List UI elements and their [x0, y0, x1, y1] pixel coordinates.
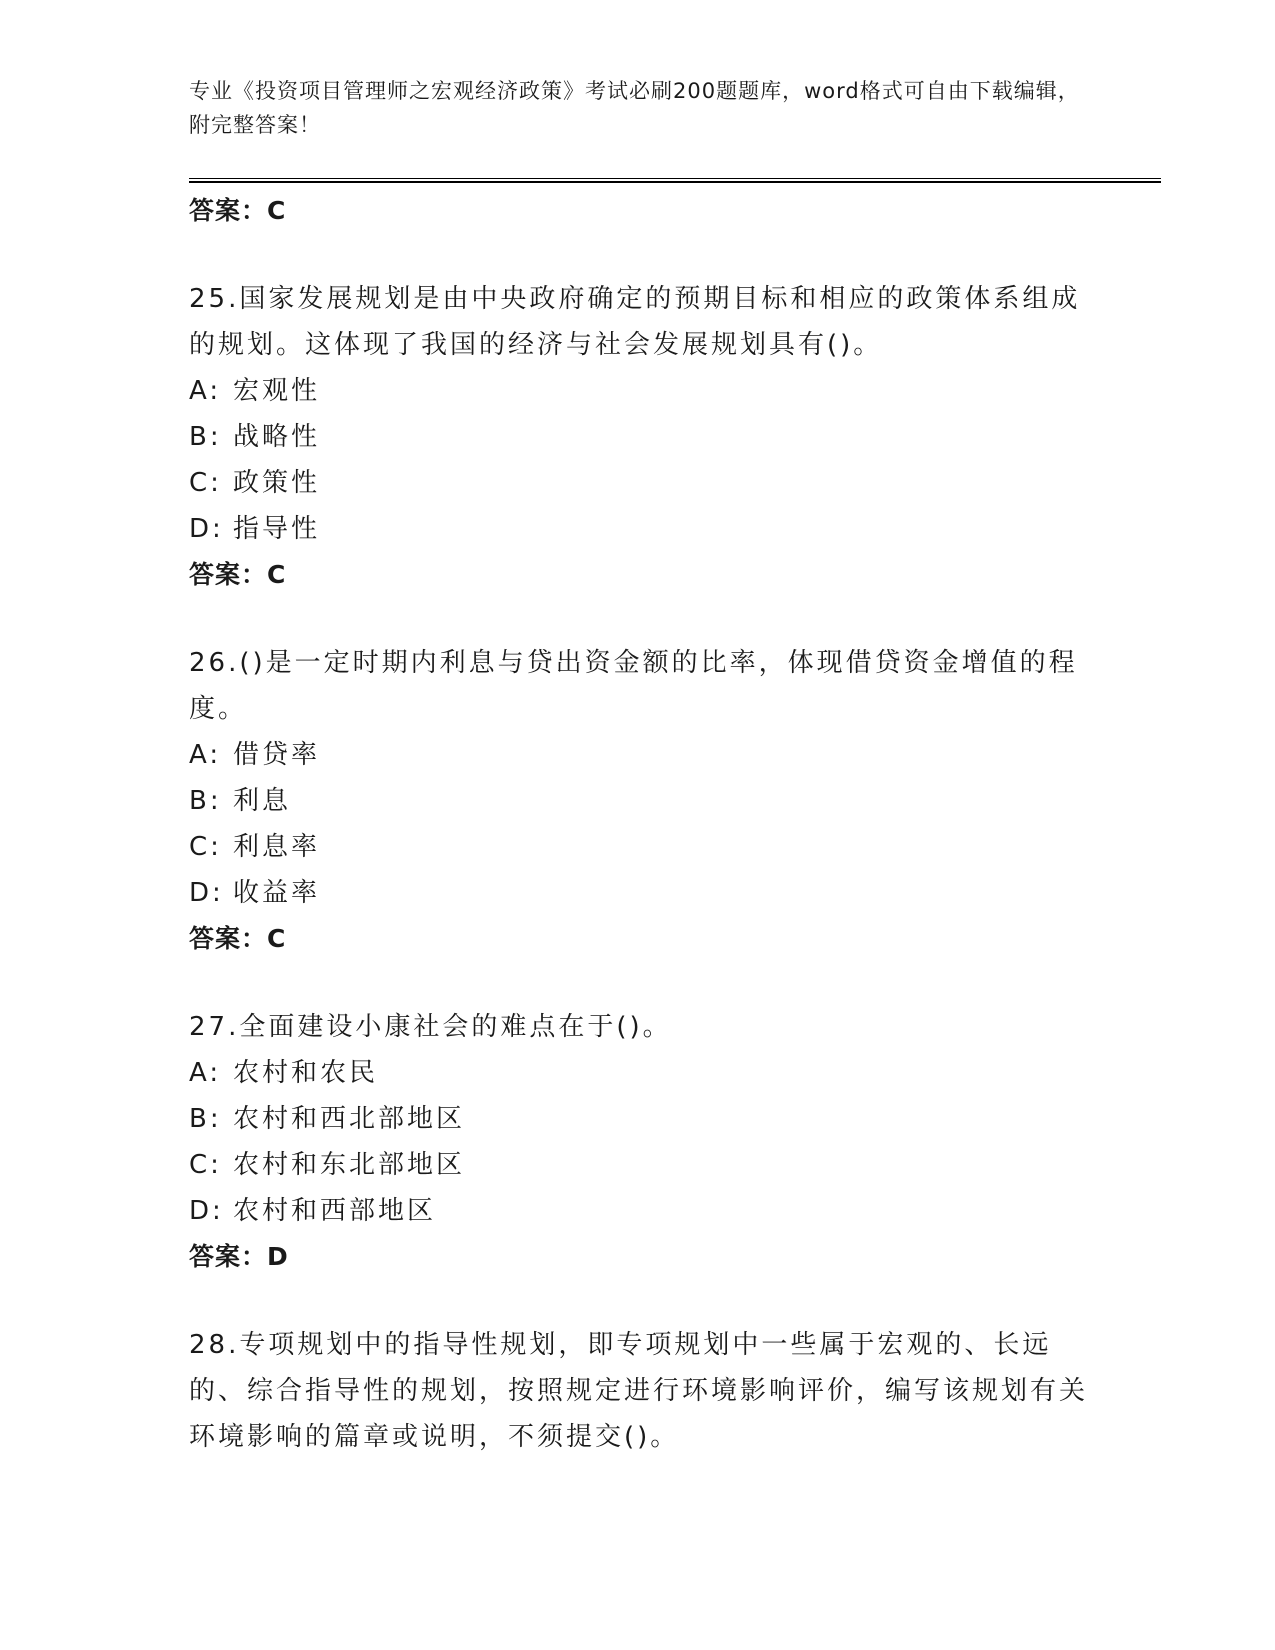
option-letter: A:	[189, 376, 222, 406]
question-25	[189, 276, 1089, 598]
option-text: 收益率	[233, 878, 321, 908]
option-text: 战略性	[233, 422, 321, 452]
option-c	[189, 824, 1089, 870]
option-d	[189, 870, 1089, 916]
question-stem: 27.全面建设小康社会的难点在于()。	[189, 1012, 672, 1042]
option-text: 农村和东北部地区	[233, 1150, 466, 1180]
document-header: 专业《投资项目管理师之宏观经济政策》考试必刷200题题库，word格式可自由下载编辑，附完整答案！	[189, 79, 1080, 137]
option-text: 利息率	[233, 832, 321, 862]
option-letter: A:	[189, 740, 222, 770]
question-stem: 28.专项规划中的指导性规划，即专项规划中一些属于宏观的、长远的、综合指导性的规划，按照规定进行环境影响评价，编写该规划有关环境影响的篇章或说明，不须提交()。	[189, 1330, 1089, 1452]
option-letter: B:	[189, 422, 222, 452]
question-list	[189, 188, 1089, 1460]
option-letter: D:	[189, 514, 224, 544]
answer-label: 答案：C	[189, 560, 287, 589]
option-text: 指导性	[233, 514, 321, 544]
option-c	[189, 1142, 1089, 1188]
answer-label: 答案：C	[189, 196, 287, 225]
option-letter: B:	[189, 1104, 222, 1134]
option-text: 利息	[233, 786, 292, 816]
option-text: 农村和西北部地区	[233, 1104, 466, 1134]
option-b	[189, 414, 1089, 460]
option-b	[189, 1096, 1089, 1142]
option-text: 农村和西部地区	[233, 1196, 437, 1226]
option-text: 政策性	[233, 468, 321, 498]
question-28	[189, 1322, 1089, 1460]
answer-label: 答案：C	[189, 924, 287, 953]
option-d	[189, 1188, 1089, 1234]
option-letter: C:	[189, 1150, 222, 1180]
answer-label: 答案：D	[189, 1242, 289, 1271]
option-a	[189, 732, 1089, 778]
question-stem: 25.国家发展规划是由中央政府确定的预期目标和相应的政策体系组成的规划。这体现了我国的经济与社会发展规划具有()。	[189, 284, 1081, 360]
option-letter: C:	[189, 468, 222, 498]
option-d	[189, 506, 1089, 552]
option-letter: C:	[189, 832, 222, 862]
question-27	[189, 1004, 1089, 1280]
option-text: 宏观性	[233, 376, 321, 406]
option-text: 农村和农民	[233, 1058, 379, 1088]
option-a	[189, 368, 1089, 414]
question-stem: 26.()是一定时期内利息与贷出资金额的比率，体现借贷资金增值的程度。	[189, 648, 1078, 724]
option-text: 借贷率	[233, 740, 321, 770]
option-a	[189, 1050, 1089, 1096]
option-letter: B:	[189, 786, 222, 816]
question-26	[189, 640, 1089, 962]
header-divider	[189, 178, 1161, 183]
option-letter: D:	[189, 878, 224, 908]
option-letter: D:	[189, 1196, 224, 1226]
option-b	[189, 778, 1089, 824]
option-c	[189, 460, 1089, 506]
option-letter: A:	[189, 1058, 222, 1088]
